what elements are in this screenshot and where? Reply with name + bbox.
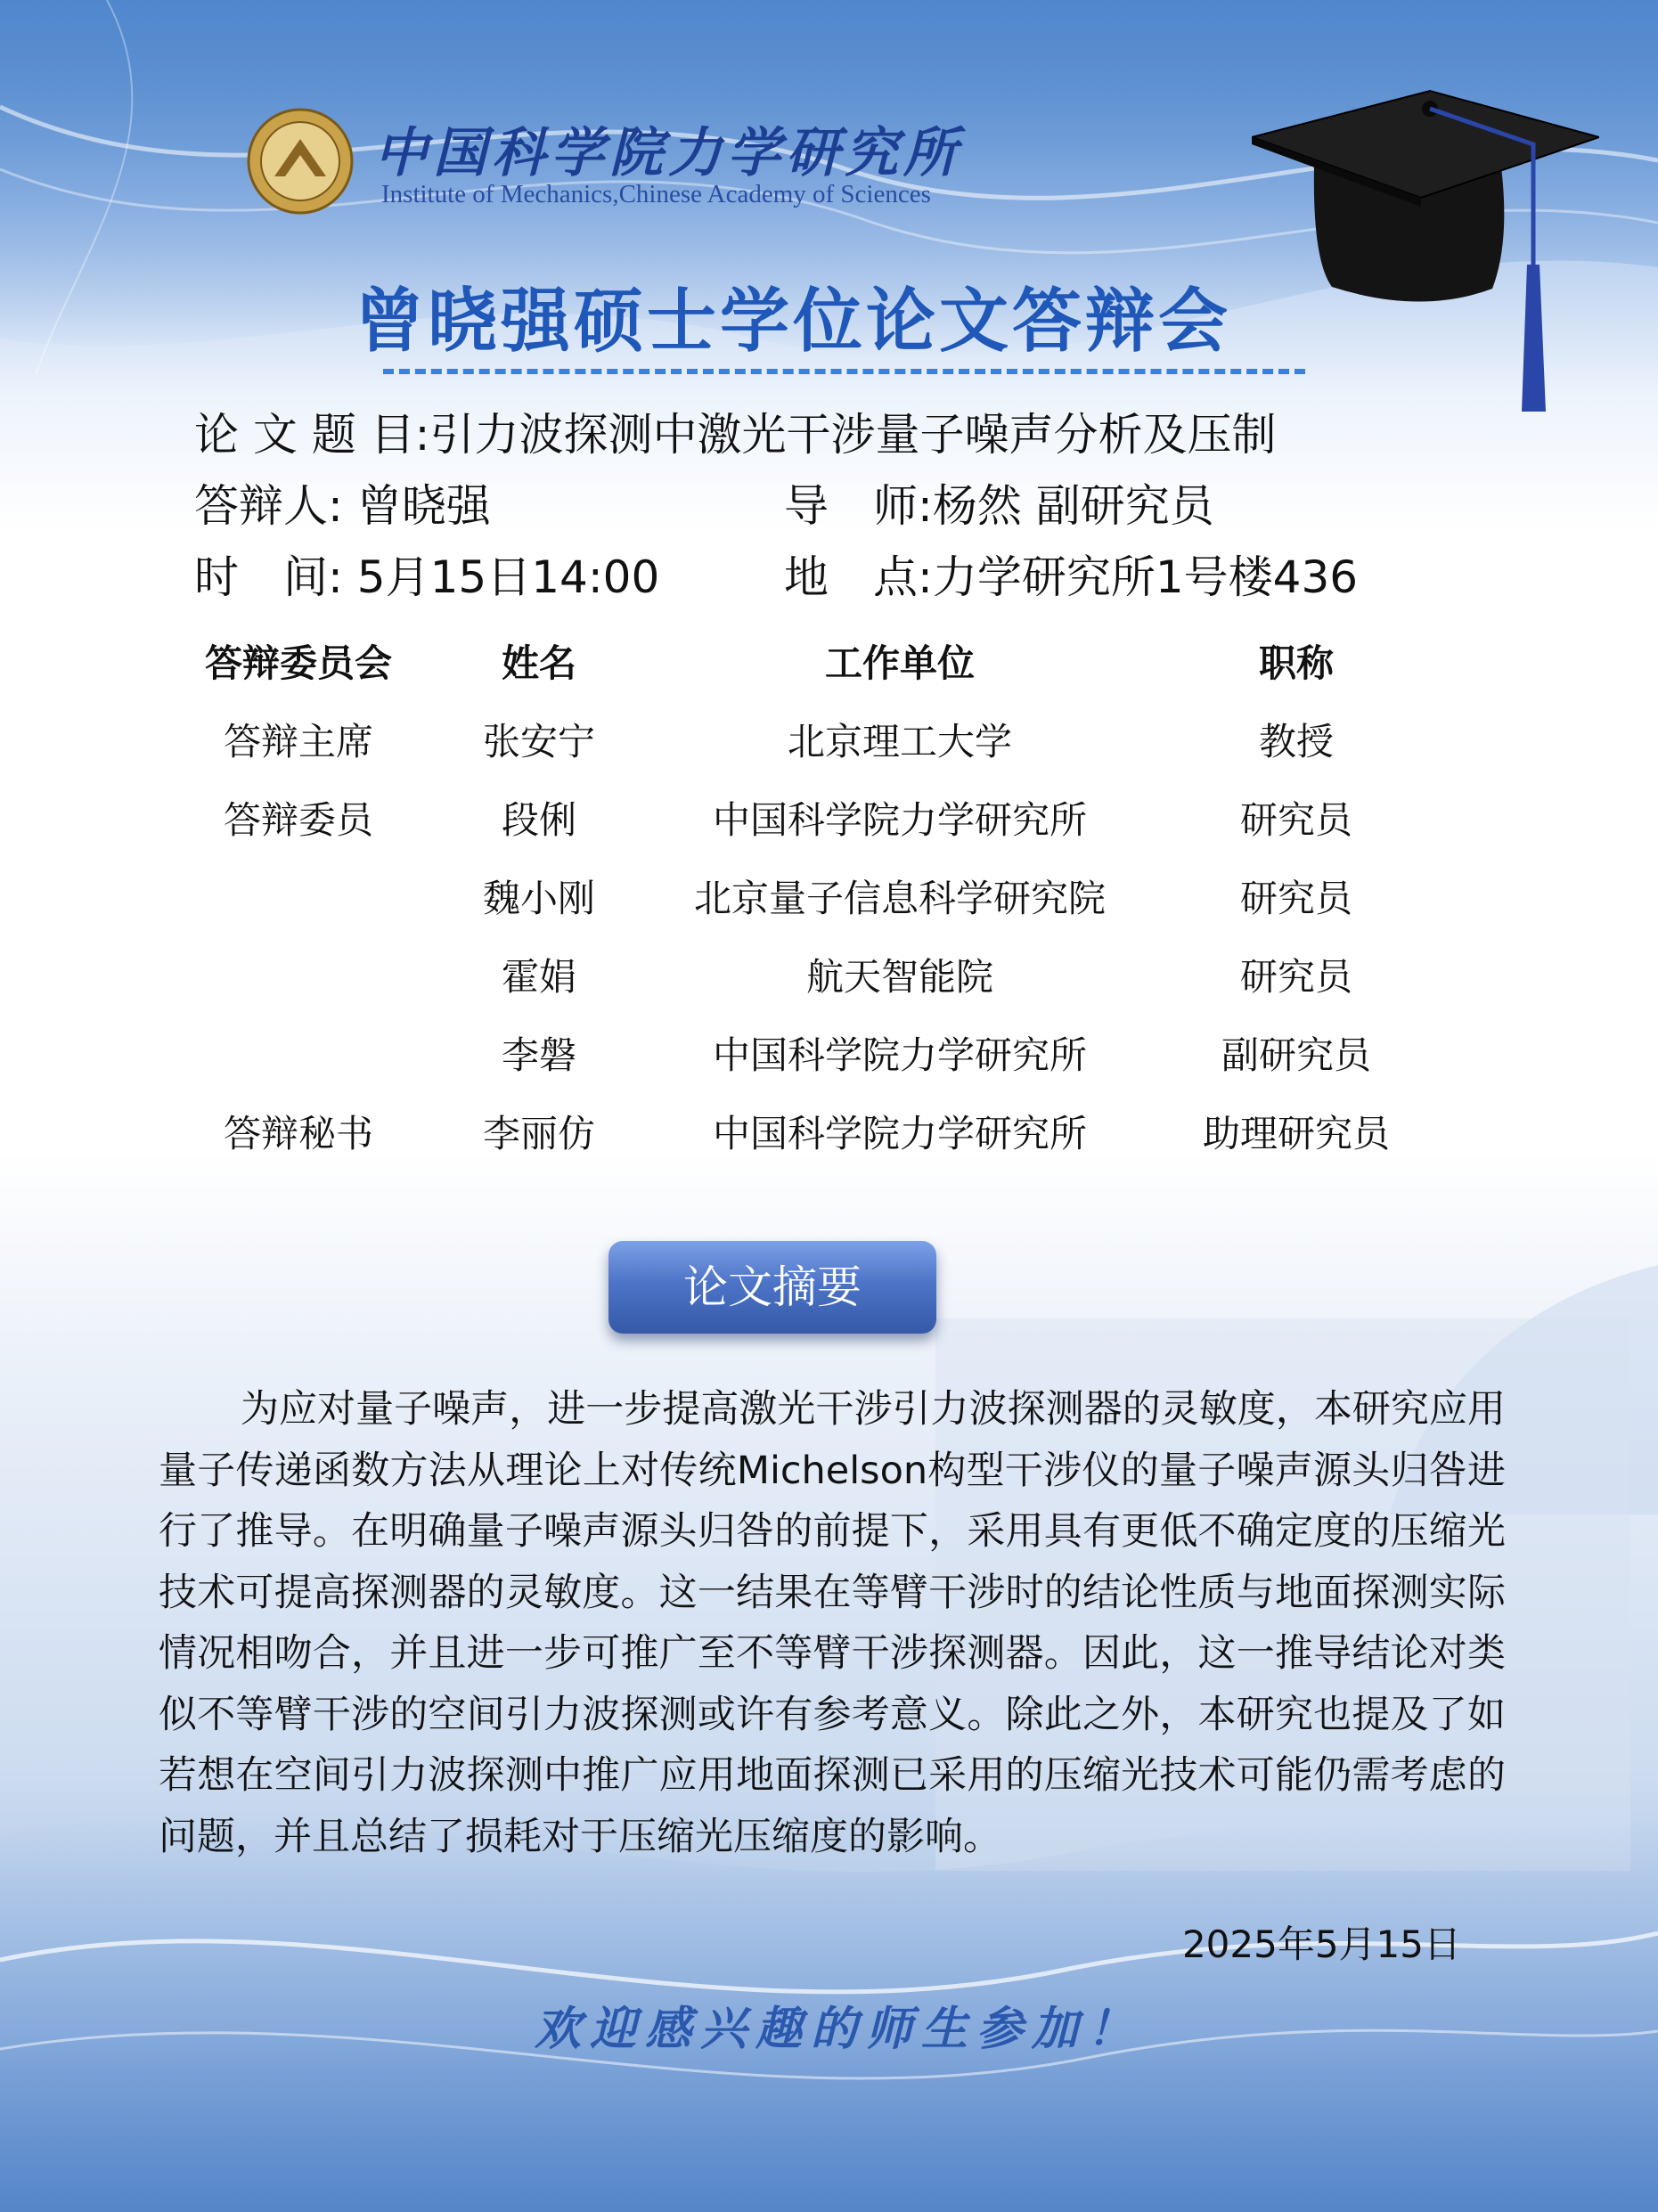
- row-org: 北京量子信息科学研究院: [693, 877, 1106, 920]
- place-label: 地 点:: [784, 551, 933, 603]
- col-header-title: 职称: [1258, 641, 1334, 685]
- defender-value: 曾晓强: [356, 480, 491, 532]
- row-org: 中国科学院力学研究所: [712, 1033, 1087, 1077]
- col-header-committee: 答辩委员会: [204, 641, 392, 685]
- thesis-topic-line: [194, 399, 1277, 463]
- row-rank: 研究员: [1239, 798, 1352, 842]
- advisor-line: [784, 470, 1214, 535]
- row-role: 答辩秘书: [223, 1112, 373, 1155]
- row-rank: 研究员: [1239, 955, 1352, 999]
- row-name: 李磐: [501, 1033, 576, 1077]
- place-line: [784, 542, 1358, 606]
- row-rank: 教授: [1258, 720, 1334, 763]
- row-role: 答辩委员: [223, 798, 373, 842]
- col-header-org: 工作单位: [824, 641, 975, 685]
- place-value: 力学研究所1号楼436: [932, 551, 1359, 603]
- institute-seal-logo: [246, 107, 355, 216]
- row-name: 段俐: [501, 798, 576, 842]
- page-title: 曾晓强硕士学位论文答辩会: [354, 281, 1231, 362]
- row-org: 中国科学院力学研究所: [712, 1112, 1087, 1155]
- row-name: 霍娟: [501, 955, 576, 999]
- time-value: 5月15日14:00: [356, 551, 660, 603]
- institute-name-en: Institute of Mechanics,Chinese Academy of Sciences: [381, 180, 931, 208]
- row-org: 航天智能院: [805, 955, 993, 999]
- advisor-label: 导 师:: [784, 480, 933, 532]
- time-line: [194, 542, 659, 606]
- row-name: 张安宁: [482, 720, 595, 763]
- col-header-name: 姓名: [501, 641, 576, 685]
- time-label: 时 间:: [194, 551, 343, 603]
- thesis-topic-label: 论 文 题 目:: [194, 409, 430, 461]
- row-rank: 研究员: [1239, 877, 1352, 920]
- defender-label: 答辩人:: [194, 480, 343, 532]
- abstract-heading-badge: 论文摘要: [608, 1241, 936, 1334]
- row-org: 北京理工大学: [787, 720, 1012, 763]
- row-rank: 助理研究员: [1202, 1112, 1390, 1155]
- row-org: 中国科学院力学研究所: [712, 798, 1087, 842]
- abstract-date: 2025年5月15日: [1181, 1922, 1461, 1966]
- advisor-value: 杨然 副研究员: [932, 480, 1214, 532]
- row-name: 李丽仿: [482, 1112, 595, 1155]
- row-rank: 副研究员: [1221, 1033, 1371, 1077]
- defender-line: [194, 470, 491, 535]
- row-role: 答辩主席: [223, 720, 373, 763]
- title-dashed-divider: [383, 369, 1305, 374]
- thesis-topic-value: 引力波探测中激光干涉量子噪声分析及压制: [429, 409, 1277, 461]
- institute-name-cn: 中国科学院力学研究所: [374, 122, 962, 184]
- welcome-message: 欢迎感兴趣的师生参加！: [535, 2002, 1143, 2056]
- abstract-text: 为应对量子噪声，进一步提高激光干涉引力波探测器的灵敏度，本研究应用量子传递函数方法从理论上对传统Michelson构型干涉仪的量子噪声源头归咎进行了推导。在明确量子噪声源头归咎的前提下，采用具有更低不确定度的压缩光技术可提高探测器的灵敏度。这一结果在等臂干涉时的结论性质与地面探测实际情况相吻合，并且进一步可推广至不等臂干涉探测器。因此，这一推导结论对类似不等臂干涉的空间引力波探测或许有参考意义。除此之外，本研究也提及了如若想在空间引力波探测中推广应用地面探测已采用的压缩光技术可能仍需考虑的问题，并且总结了损耗对于压缩光压缩度的影响。: [159, 1387, 1506, 1859]
- row-name: 魏小刚: [482, 877, 595, 920]
